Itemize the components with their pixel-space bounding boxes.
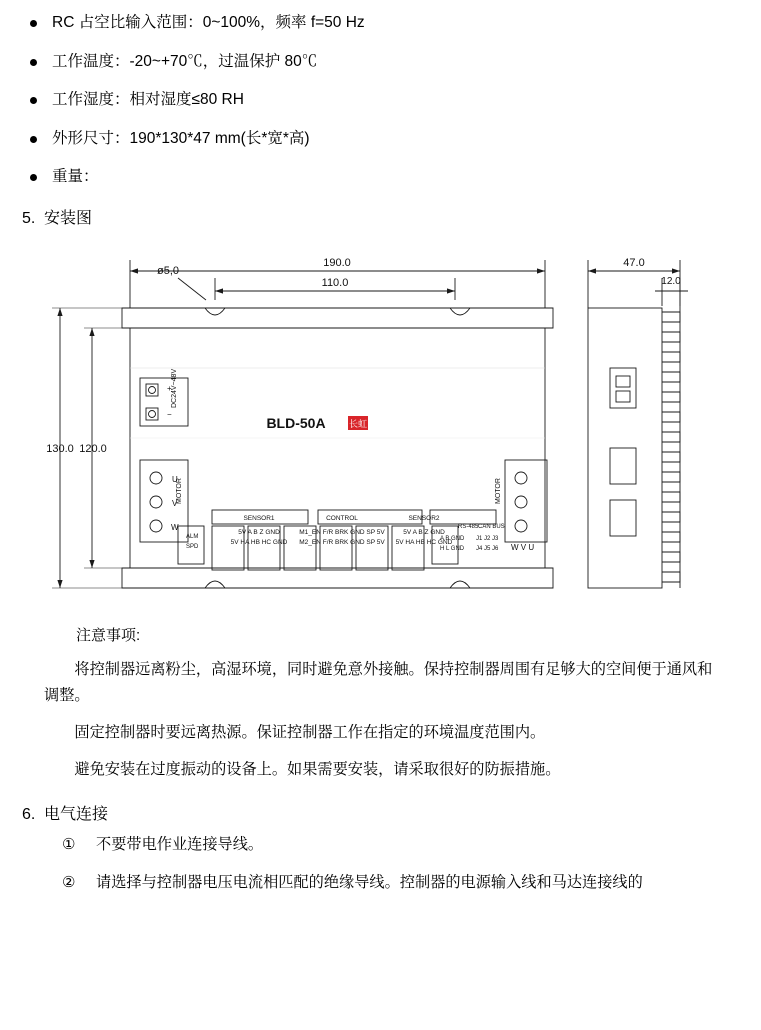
spec-text: 外形尺寸：190*130*47 mm(长*宽*高) [52, 129, 310, 147]
sensor2-row1: 5V A B Z GND [403, 528, 445, 536]
spec-text: 工作湿度：相对湿度≤80 RH [52, 91, 244, 109]
notes-title: 注意事项: [76, 626, 141, 644]
motor-pin-u: U [172, 474, 178, 484]
list-item [0, 130, 761, 149]
item-number: ① [62, 835, 76, 853]
canbus-title: CAN BUS [478, 523, 505, 530]
section-number: 6. [22, 806, 36, 824]
spd-label: SPD [186, 543, 199, 550]
rs485-title: RS-485 [458, 523, 479, 530]
power-label: DC24V~48V [171, 368, 178, 408]
section-heading-wiring [0, 805, 761, 826]
model-label: BLD-50A [266, 414, 326, 431]
list-item [0, 53, 761, 72]
specification-list [0, 0, 761, 187]
bullet-icon [30, 59, 37, 66]
note-paragraph: 固定控制器时要远离热源。保证控制器工作在指定的环境温度范围内。 [74, 723, 546, 741]
motor-pin-v: V [172, 498, 178, 508]
dim-47: 47.0 [623, 256, 645, 269]
dim-190: 190.0 [323, 256, 351, 269]
note-paragraph: 将控制器远离粉尘，高湿环境，同时避免意外接触。保持控制器周围有足够大的空间便于通风和调整。 [44, 660, 713, 705]
control-row1: M1_EN F/R BRK GND SP 5V [299, 528, 385, 536]
canbus-row2: J4 J5 J6 [476, 545, 499, 552]
dim-12: 12.0 [661, 275, 681, 287]
rs485-row2: H L GND [440, 545, 465, 552]
dim-110: 110.0 [321, 276, 349, 289]
item-text: 不要带电作业连接导线。 [96, 835, 264, 853]
sensor1-row2: 5V HA HB HC GND [230, 538, 288, 546]
dim-hole: ø5,0 [156, 264, 180, 277]
bullet-icon [30, 174, 37, 181]
list-item [0, 168, 761, 187]
list-item [0, 832, 761, 858]
dim-120: 120.0 [79, 442, 107, 455]
motor-right-pins: W V U [511, 542, 535, 552]
spec-text: 重量： [52, 168, 99, 186]
dim-130: 130.0 [46, 442, 74, 455]
note-paragraph: 避免安装在过度振动的设备上。如果需要安装，请采取很好的防振措施。 [74, 760, 561, 778]
list-item [0, 91, 761, 110]
brand-badge-label: 长虹 [348, 418, 368, 429]
section-heading-install [0, 209, 761, 230]
sensor2-title: SENSOR2 [408, 514, 440, 522]
power-minus: − [167, 409, 172, 419]
section-title: 安装图 [44, 209, 93, 227]
notes-block [0, 624, 761, 783]
motor-label-left: MOTOR [176, 477, 183, 504]
sensor1-title: SENSOR1 [243, 514, 275, 522]
bullet-icon [30, 97, 37, 104]
item-number: ② [62, 873, 76, 891]
spec-text: 工作温度：-20~+70℃，过温保护 80℃ [52, 52, 318, 70]
spec-text: RC 占空比输入范围：0~100%，频率 f=50 Hz [52, 14, 365, 31]
motor-pin-w: W [171, 522, 179, 532]
control-row2: M2_EN F/R BRK GND SP 5V [299, 538, 385, 546]
alm-label: ALM [186, 533, 199, 540]
item-text: 请选择与控制器电压电流相匹配的绝缘导线。控制器的电源输入线和马达连接线的 [96, 873, 643, 891]
section-number: 5. [22, 209, 36, 227]
bullet-icon [30, 20, 37, 27]
sensor1-row1: 5V A B Z GND [238, 528, 280, 536]
section-title: 电气连接 [44, 806, 109, 824]
list-item [0, 870, 761, 896]
motor-label-right: MOTOR [495, 477, 502, 504]
list-item [0, 14, 761, 33]
control-title: CONTROL [326, 514, 358, 522]
canbus-row1: J1 J2 J3 [476, 535, 499, 542]
power-plus: + [167, 383, 172, 393]
bullet-icon [30, 136, 37, 143]
wiring-list [0, 832, 761, 896]
rs485-row1: A B GND [440, 535, 465, 542]
sensor2-row2: 5V HA HB HC GND [395, 538, 453, 546]
installation-drawing [0, 238, 761, 618]
